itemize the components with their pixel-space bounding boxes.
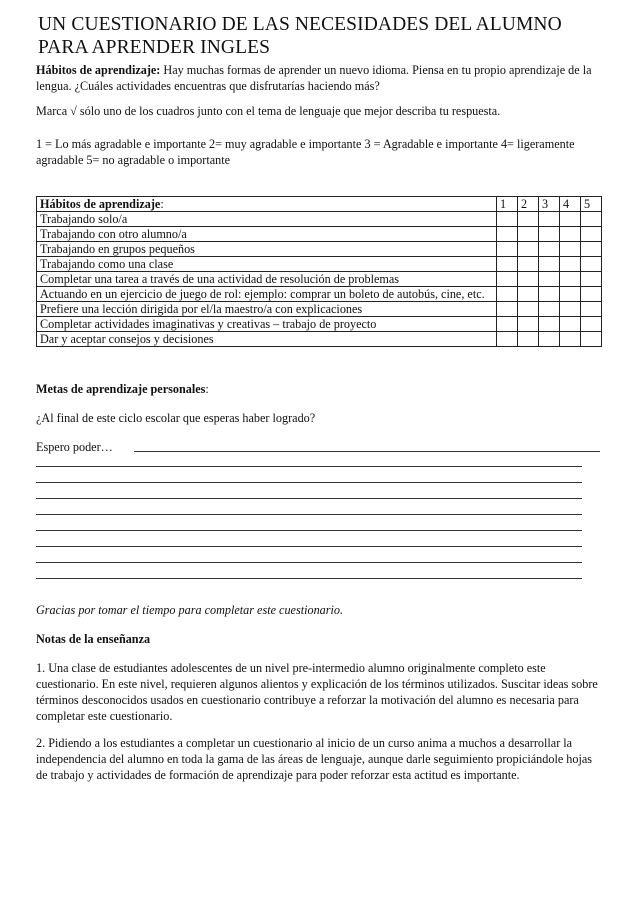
rating-cell-4[interactable] xyxy=(560,212,581,227)
habit-label: Completar una tarea a través de una actividad de resolución de problemas xyxy=(37,272,497,287)
goals-heading xyxy=(36,381,606,397)
answer-line[interactable] xyxy=(36,546,582,547)
rating-cell-1[interactable] xyxy=(497,212,518,227)
rating-cell-4[interactable] xyxy=(560,317,581,332)
goals-question: ¿Al final de este ciclo escolar que esperas haber logrado? xyxy=(36,411,316,425)
notes-paragraph-2: 2. Pidiendo a los estudiantes a completar un cuestionario al inicio de un curso anima a muchos a desarrollar la independencia del alumno en toda la gama de las áreas de lenguaje, aunque darle seguimiento propiciándole hojas de trabajo y actividades de formación de aprendizaje para poder reforzar esta actitud es importante. xyxy=(36,736,593,782)
rating-cell-4[interactable] xyxy=(560,302,581,317)
habits-intro-text: Hay muchas formas de aprender un nuevo idioma. Piensa en tu propio aprendizaje de la lengua. ¿Cuáles actividades encuentras que disfrutarías haciendo más? xyxy=(36,63,592,93)
habit-label: Completar actividades imaginativas y creativas – trabajo de proyecto xyxy=(37,317,497,332)
habits-intro-label: Hábitos de aprendizaje: xyxy=(36,63,161,77)
rating-cell-3[interactable] xyxy=(539,272,560,287)
habits-table-row xyxy=(37,242,602,257)
rating-cell-4[interactable] xyxy=(560,257,581,272)
rating-cell-3[interactable] xyxy=(539,257,560,272)
rating-cell-1[interactable] xyxy=(497,332,518,347)
rating-cell-3[interactable] xyxy=(539,302,560,317)
habit-label: Trabajando como una clase xyxy=(37,257,497,272)
habits-header-label: Hábitos de aprendizaje xyxy=(40,197,161,211)
habits-table-row xyxy=(37,257,602,272)
title-line-2: PARA APRENDER INGLES xyxy=(38,37,271,58)
habits-header-colon: : xyxy=(160,197,164,211)
rating-cell-5[interactable] xyxy=(581,332,602,347)
rating-cell-2[interactable] xyxy=(518,272,539,287)
scale-legend: 1 = Lo más agradable e importante 2= muy agradable e importante 3 = Agradable e importante 4= ligeramente agradable 5= no agradable o importante xyxy=(36,137,575,167)
rating-cell-1[interactable] xyxy=(497,272,518,287)
rating-cell-2[interactable] xyxy=(518,317,539,332)
goals-heading-label: Metas de aprendizaje personales xyxy=(36,382,206,396)
column-header-3: 3 xyxy=(539,197,560,212)
rating-cell-3[interactable] xyxy=(539,317,560,332)
habits-table xyxy=(36,196,602,347)
habit-label: Trabajando con otro alumno/a xyxy=(37,227,497,242)
rating-cell-1[interactable] xyxy=(497,287,518,302)
column-header-1: 1 xyxy=(497,197,518,212)
rating-cell-5[interactable] xyxy=(581,257,602,272)
answer-line[interactable] xyxy=(36,578,582,579)
rating-cell-3[interactable] xyxy=(539,287,560,302)
rating-cell-3[interactable] xyxy=(539,227,560,242)
answer-line[interactable] xyxy=(36,530,582,531)
expect-label: Espero poder… xyxy=(36,440,113,454)
rating-cell-4[interactable] xyxy=(560,332,581,347)
rating-cell-4[interactable] xyxy=(560,242,581,257)
rating-cell-2[interactable] xyxy=(518,302,539,317)
notes-paragraph-1: 1. Una clase de estudiantes adolescentes de un nivel pre-intermedio alumno originalmente completo este cuestionario. En este nivel, requieren algunos alientos y explicación de los términos utilizados. Suscitar ideas sobre términos desconocidos usados en cuestionario contribuye a reforzar la motivación del alumno es necesaria para completar este cuestionario. xyxy=(36,661,598,723)
answer-line[interactable] xyxy=(36,498,582,499)
rating-cell-5[interactable] xyxy=(581,227,602,242)
habits-header-cell xyxy=(37,197,497,212)
rating-cell-2[interactable] xyxy=(518,332,539,347)
answer-line[interactable] xyxy=(36,514,582,515)
rating-cell-1[interactable] xyxy=(497,242,518,257)
habit-label: Prefiere una lección dirigida por el/la maestro/a con explicaciones xyxy=(37,302,497,317)
rating-cell-3[interactable] xyxy=(539,242,560,257)
rating-cell-5[interactable] xyxy=(581,287,602,302)
rating-cell-5[interactable] xyxy=(581,302,602,317)
habits-table-header xyxy=(37,197,602,212)
rating-cell-4[interactable] xyxy=(560,227,581,242)
rating-cell-4[interactable] xyxy=(560,272,581,287)
habits-table-row xyxy=(37,272,602,287)
rating-cell-1[interactable] xyxy=(497,302,518,317)
column-header-4: 4 xyxy=(560,197,581,212)
column-header-2: 2 xyxy=(518,197,539,212)
habits-table-row xyxy=(37,302,602,317)
answer-line[interactable] xyxy=(36,482,582,483)
habit-label: Trabajando solo/a xyxy=(37,212,497,227)
rating-cell-2[interactable] xyxy=(518,257,539,272)
rating-cell-1[interactable] xyxy=(497,317,518,332)
page-title xyxy=(38,13,598,59)
habits-intro xyxy=(36,62,606,94)
rating-cell-2[interactable] xyxy=(518,212,539,227)
habits-table-row xyxy=(37,332,602,347)
rating-cell-1[interactable] xyxy=(497,257,518,272)
rating-cell-5[interactable] xyxy=(581,212,602,227)
rating-cell-1[interactable] xyxy=(497,227,518,242)
rating-cell-3[interactable] xyxy=(539,212,560,227)
rating-cell-3[interactable] xyxy=(539,332,560,347)
habits-table-row xyxy=(37,287,602,302)
rating-cell-5[interactable] xyxy=(581,317,602,332)
answer-line[interactable] xyxy=(36,562,582,563)
habits-table-row xyxy=(37,212,602,227)
answer-line[interactable] xyxy=(36,466,582,467)
habit-label: Actuando en un ejercicio de juego de rol: ejemplo: comprar un boleto de autobús, cine, etc. xyxy=(37,287,497,302)
habit-label: Trabajando en grupos pequeños xyxy=(37,242,497,257)
rating-cell-4[interactable] xyxy=(560,287,581,302)
notes-heading: Notas de la enseñanza xyxy=(36,632,151,646)
answer-line[interactable] xyxy=(134,451,600,452)
rating-cell-5[interactable] xyxy=(581,242,602,257)
habits-table-row xyxy=(37,227,602,242)
rating-cell-2[interactable] xyxy=(518,287,539,302)
rating-cell-5[interactable] xyxy=(581,272,602,287)
rating-cell-2[interactable] xyxy=(518,242,539,257)
column-header-5: 5 xyxy=(581,197,602,212)
thanks-message: Gracias por tomar el tiempo para completar este cuestionario. xyxy=(36,603,344,617)
habits-table-row xyxy=(37,317,602,332)
habit-label: Dar y aceptar consejos y decisiones xyxy=(37,332,497,347)
goals-heading-colon: : xyxy=(205,382,209,396)
instruction-text: Marca √ sólo uno de los cuadros junto con el tema de lenguaje que mejor describa tu respuesta. xyxy=(36,104,501,118)
rating-cell-2[interactable] xyxy=(518,227,539,242)
title-line-1: UN CUESTIONARIO DE LAS NECESIDADES DEL ALUMNO xyxy=(38,14,562,35)
